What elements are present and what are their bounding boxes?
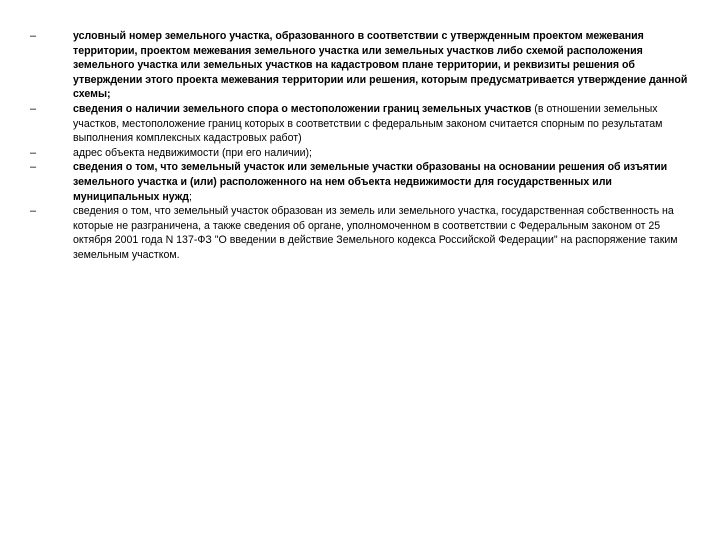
list-item-text — [73, 146, 690, 161]
list-item — [30, 204, 690, 262]
list-item — [30, 146, 690, 161]
list-item-text — [73, 160, 690, 204]
list-item — [30, 160, 690, 204]
dash-marker: – — [30, 30, 37, 42]
dash-marker: – — [30, 161, 37, 174]
normal-text: адрес объекта недвижимости (при его наличии); — [73, 146, 313, 159]
list-item — [30, 102, 690, 146]
list-item-text — [73, 102, 690, 146]
bullet-list — [30, 29, 690, 263]
bold-text: сведения о наличии земельного спора о местоположении границ земельных участков — [73, 102, 532, 115]
dash-marker: – — [30, 205, 37, 218]
bold-text: условный номер земельного участка, образованного в соответствии с утвержденным проектом межевания территории, проектом межевания земельного участка или земельных участков либо схемой расположения земельного участка или земельных участков на кадастровом плане территории, и реквизиты решения об утверждении этого проекта межевания территории или решения, которым предусматривается утверждение данной схемы; — [73, 30, 688, 101]
dash-marker: – — [30, 102, 37, 115]
list-item — [30, 29, 690, 102]
list-item-text — [73, 204, 690, 262]
normal-text: ; — [189, 190, 192, 203]
dash-marker: – — [30, 146, 37, 159]
bold-text: сведения о том, что земельный участок или земельные участки образованы на основании решения об изъятии земельного участка и (или) расположенного на нем объекта недвижимости для государственных или муниципальных нужд — [73, 161, 668, 203]
normal-text: (в отношении земельных участков, местоположение границ которых в соответствии с федеральным законом считается спорным по результатам выполнения комплексных кадастровых работ) — [73, 102, 663, 145]
list-item-text — [73, 29, 690, 102]
normal-text: сведения о том, что земельный участок образован из земель или земельного участка, государственная собственность на которые не разграничена, а также сведения об органе, уполномоченном в соответствии с Федеральным законом от 25 октября 2001 года N 137-ФЗ "О введении в действие Земельного кодекса Российской Федерации" на распоряжение таким земельным участком. — [73, 205, 678, 261]
